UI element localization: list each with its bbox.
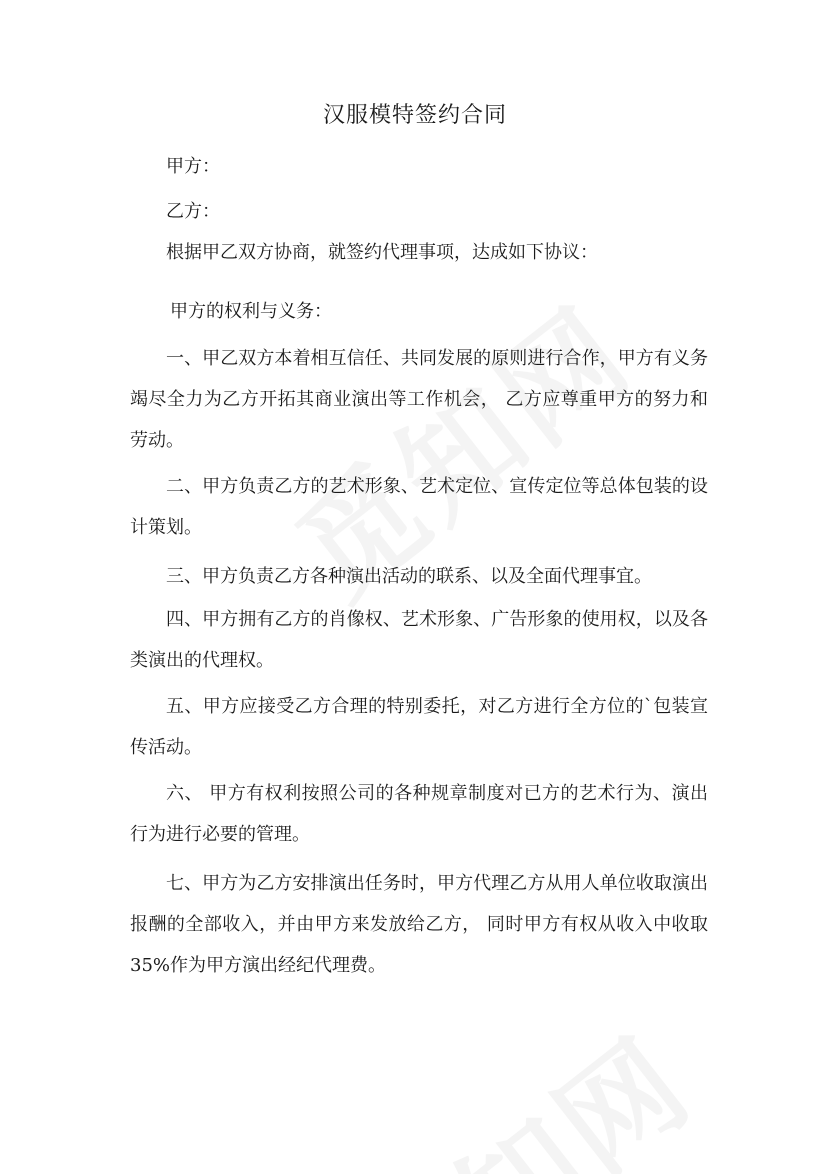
clause-1: 一、甲乙双方本着相互信任、共同发展的原则进行合作，甲方有义务竭尽全力为乙方开拓其商业演出等工作机会， 乙方应尊重甲方的努力和劳动。: [130, 348, 708, 451]
clause-5: 五、甲方应接受乙方合理的特别委托，对乙方进行全方位的`包装宣传活动。: [130, 696, 708, 758]
clause-6: 六、 甲方有权利按照公司的各种规章制度对已方的艺术行为、演出行为进行必要的管理。: [130, 783, 708, 845]
clause-7: 七、甲方为乙方安排演出任务时，甲方代理乙方从用人单位收取演出报酬的全部收入，并由甲方来发放给乙方， 同时甲方有权从收入中收取 35%作为甲方演出经纪代理费。: [130, 873, 708, 976]
clause-4: 四、甲方拥有乙方的肖像权、艺术形象、广告形象的使用权，以及各类演出的代理权。: [130, 609, 708, 671]
clause-2: 二、甲方负责乙方的艺术形象、艺术定位、宣传定位等总体包装的设计策划。: [130, 476, 708, 538]
watermark: [317, 992, 721, 1174]
section-heading: 甲方的权利与义务：: [170, 301, 332, 322]
clause-3: 三、甲方负责乙方各种演出活动的联系、以及全面代理事宜。: [166, 566, 652, 587]
party-a-label: 甲方：: [166, 156, 220, 177]
party-b-label: 乙方：: [166, 201, 220, 222]
intro-text: 根据甲乙双方协商，就签约代理事项，达成如下协议：: [166, 242, 598, 263]
contract-title: 汉服模特签约合同: [322, 103, 507, 128]
